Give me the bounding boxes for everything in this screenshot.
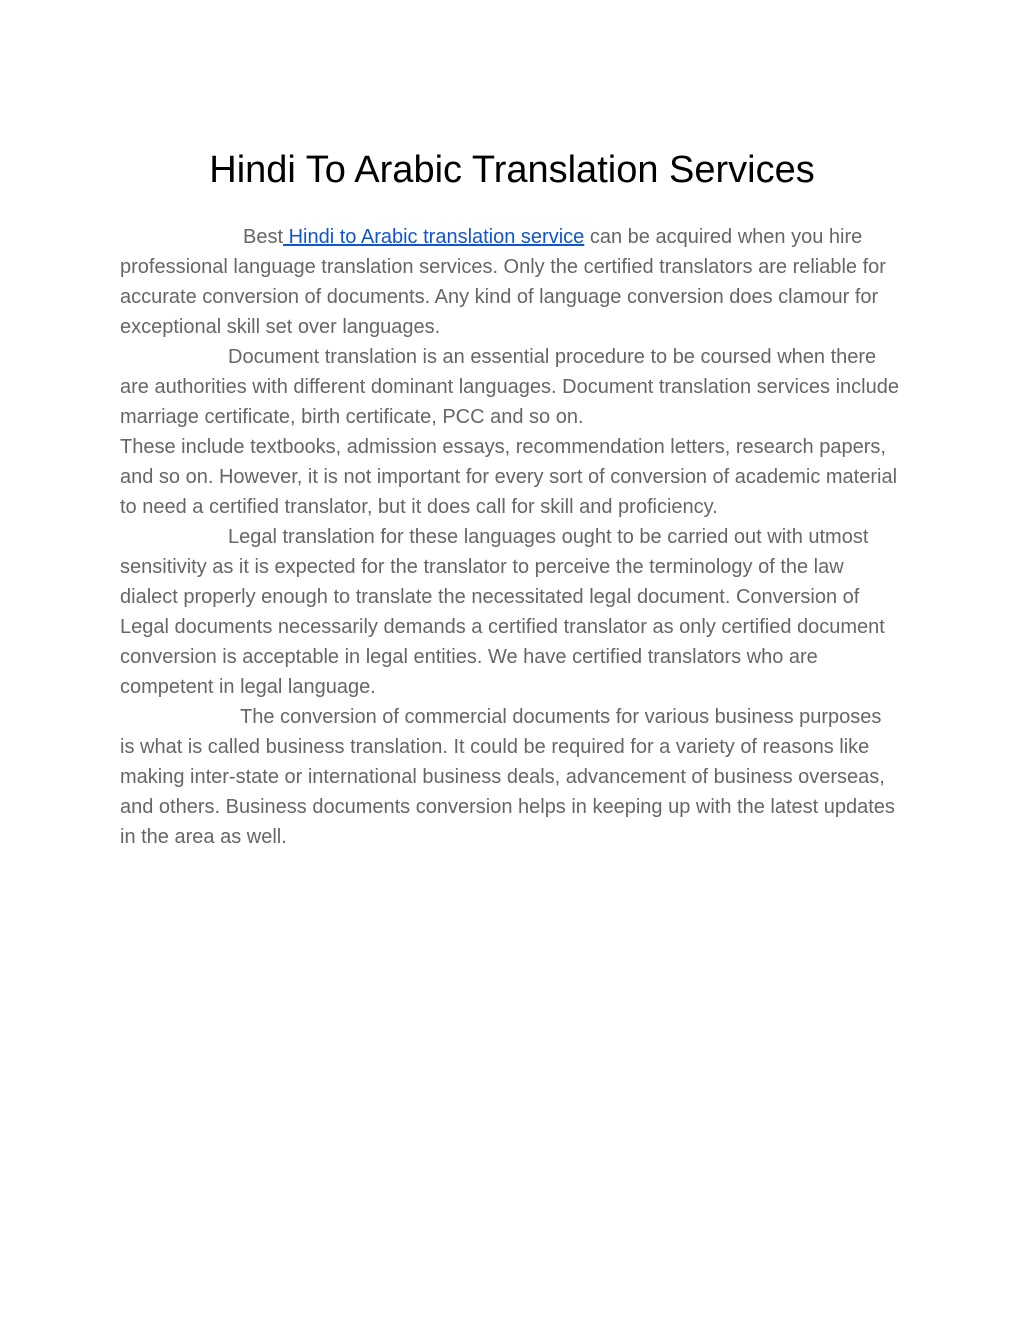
page-title: Hindi To Arabic Translation Services	[209, 149, 815, 191]
paragraph-academic-translation: These include textbooks, admission essays, recommendation letters, research papers, and so on. However, it is not important for every sort of conversion of academic material to need a certified translator, but it does call for skill and proficiency.	[120, 436, 898, 518]
hindi-arabic-translation-link[interactable]: Hindi to Arabic translation service	[283, 226, 585, 248]
paragraph-intro-prefix: Best	[243, 226, 284, 248]
paragraph-document-translation: Document translation is an essential procedure to be coursed when there are authorities with different dominant languages. Document translation services include marriage certificate, birth certificate, PCC and so on.	[120, 346, 899, 428]
paragraph-legal-translation: Legal translation for these languages ought to be carried out with utmost sensitivity as it is expected for the translator to perceive the terminology of the law dialect properly enough to translate the necessitated legal document. Conversion of Legal documents necessarily demands a certified translator as only certified document conversion is acceptable in legal entities. We have certified translators who are competent in legal language.	[120, 526, 885, 698]
paragraph-business-translation: The conversion of commercial documents for various business purposes is what is called business translation. It could be required for a variety of reasons like making inter-state or international business deals, advancement of business overseas, and others. Business documents conversion helps in keeping up with the latest updates in the area as well.	[120, 706, 895, 848]
paragraph-intro	[120, 222, 900, 342]
paragraph-intro-suffix: can be acquired when you hire professional language translation services. Only the certified translators are reliable for accurate conversion of documents. Any kind of language conversion does clamour for exceptional skill set over languages.	[120, 226, 886, 338]
document-body	[120, 222, 900, 852]
